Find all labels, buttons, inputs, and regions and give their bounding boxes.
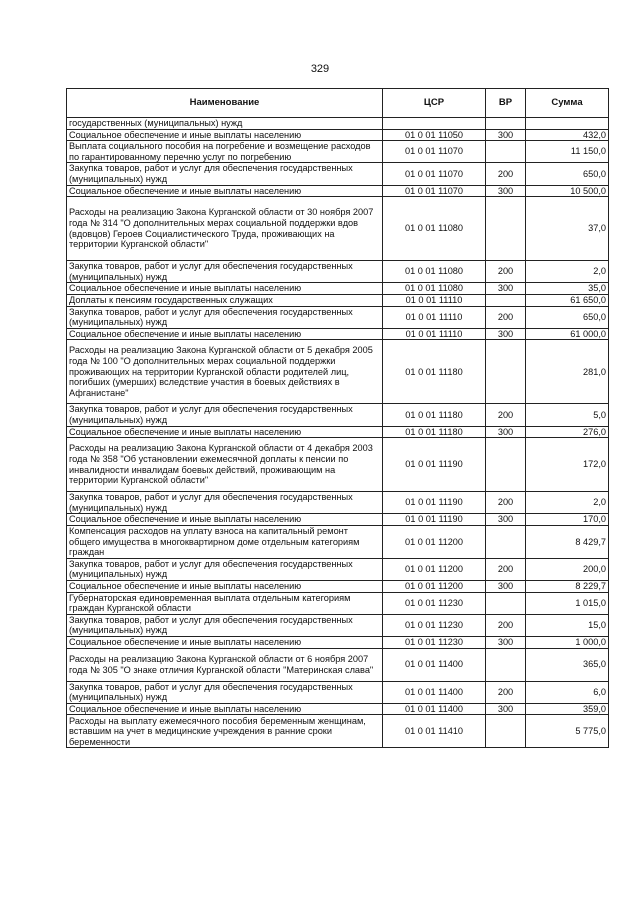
row-vr bbox=[486, 118, 526, 130]
table-row bbox=[67, 283, 609, 295]
row-csr: 01 0 01 11180 bbox=[383, 426, 486, 438]
row-vr: 300 bbox=[486, 703, 526, 715]
row-name: Расходы на выплату ежемесячного пособия беременным женщинам, вставшим на учет в медицинские учреждения в ранние сроки беременности bbox=[67, 715, 383, 748]
row-csr: 01 0 01 11070 bbox=[383, 185, 486, 197]
table-row bbox=[67, 185, 609, 197]
row-vr: 200 bbox=[486, 163, 526, 185]
row-sum: 11 150,0 bbox=[526, 141, 609, 163]
row-sum: 1 000,0 bbox=[526, 637, 609, 649]
row-csr: 01 0 01 11110 bbox=[383, 328, 486, 340]
row-sum: 10 500,0 bbox=[526, 185, 609, 197]
row-name: Социальное обеспечение и иные выплаты населению bbox=[67, 185, 383, 197]
table-row bbox=[67, 328, 609, 340]
row-sum: 15,0 bbox=[526, 614, 609, 636]
row-vr: 200 bbox=[486, 261, 526, 283]
table-row bbox=[67, 637, 609, 649]
row-vr: 300 bbox=[486, 129, 526, 141]
header-csr: ЦСР bbox=[383, 89, 486, 118]
row-vr bbox=[486, 648, 526, 681]
header-vr: ВР bbox=[486, 89, 526, 118]
page-number: 329 bbox=[310, 63, 330, 75]
table-row bbox=[67, 340, 609, 404]
row-sum: 1 015,0 bbox=[526, 592, 609, 614]
row-vr: 300 bbox=[486, 283, 526, 295]
row-vr: 200 bbox=[486, 614, 526, 636]
row-vr bbox=[486, 340, 526, 404]
row-name: Расходы на реализацию Закона Курганской области от 5 декабря 2005 года № 100 "О дополнительных мерах социальной поддержки проживающих на территории Курганской области родителей лиц, погибших (умерших) вследствие участия в боевых действиях в Афганистане" bbox=[67, 340, 383, 404]
row-name: Социальное обеспечение и иные выплаты населению bbox=[67, 581, 383, 593]
row-vr bbox=[486, 592, 526, 614]
row-csr: 01 0 01 11230 bbox=[383, 592, 486, 614]
row-csr bbox=[383, 118, 486, 130]
table-row bbox=[67, 525, 609, 558]
row-vr bbox=[486, 438, 526, 492]
table-row bbox=[67, 514, 609, 526]
row-sum: 8 429,7 bbox=[526, 525, 609, 558]
row-vr: 300 bbox=[486, 426, 526, 438]
row-name: Расходы на реализацию Закона Курганской области от 4 декабря 2003 года № 358 "Об установлении ежемесячной доплаты к пенсии по инвалидности инвалидам боевых действий, проживающим на территории Курганской области" bbox=[67, 438, 383, 492]
row-name: Социальное обеспечение и иные выплаты населению bbox=[67, 514, 383, 526]
row-csr: 01 0 01 11410 bbox=[383, 715, 486, 748]
row-vr bbox=[486, 197, 526, 261]
row-sum: 61 650,0 bbox=[526, 294, 609, 306]
budget-table bbox=[66, 88, 609, 748]
row-sum: 5,0 bbox=[526, 404, 609, 426]
row-sum: 35,0 bbox=[526, 283, 609, 295]
row-name: Социальное обеспечение и иные выплаты населению bbox=[67, 328, 383, 340]
row-name: Социальное обеспечение и иные выплаты населению bbox=[67, 129, 383, 141]
row-vr: 200 bbox=[486, 306, 526, 328]
row-sum: 2,0 bbox=[526, 492, 609, 514]
row-csr: 01 0 01 11190 bbox=[383, 514, 486, 526]
row-sum: 8 229,7 bbox=[526, 581, 609, 593]
row-vr: 200 bbox=[486, 492, 526, 514]
row-vr: 200 bbox=[486, 404, 526, 426]
row-sum: 37,0 bbox=[526, 197, 609, 261]
table-row bbox=[67, 492, 609, 514]
row-name: Социальное обеспечение и иные выплаты населению bbox=[67, 283, 383, 295]
row-sum: 172,0 bbox=[526, 438, 609, 492]
row-name: Социальное обеспечение и иные выплаты населению bbox=[67, 703, 383, 715]
header-name: Наименование bbox=[67, 89, 383, 118]
row-sum: 170,0 bbox=[526, 514, 609, 526]
table-row bbox=[67, 426, 609, 438]
row-csr: 01 0 01 11070 bbox=[383, 163, 486, 185]
row-sum: 650,0 bbox=[526, 306, 609, 328]
table-row bbox=[67, 163, 609, 185]
row-csr: 01 0 01 11050 bbox=[383, 129, 486, 141]
row-name: государственных (муниципальных) нужд bbox=[67, 118, 383, 130]
row-csr: 01 0 01 11190 bbox=[383, 492, 486, 514]
row-vr bbox=[486, 525, 526, 558]
row-name: Расходы на реализацию Закона Курганской области от 30 ноября 2007 года № 314 "О дополнительных мерах социальной поддержки вдов (вдовцов) Героев Социалистического Труда, проживающих на территории Курганской области" bbox=[67, 197, 383, 261]
row-sum: 432,0 bbox=[526, 129, 609, 141]
row-sum: 281,0 bbox=[526, 340, 609, 404]
table-row bbox=[67, 648, 609, 681]
row-csr: 01 0 01 11200 bbox=[383, 558, 486, 580]
row-name: Закупка товаров, работ и услуг для обеспечения государственных (муниципальных) нужд bbox=[67, 681, 383, 703]
table-row bbox=[67, 558, 609, 580]
row-vr: 200 bbox=[486, 681, 526, 703]
row-csr: 01 0 01 11190 bbox=[383, 438, 486, 492]
row-csr: 01 0 01 11080 bbox=[383, 283, 486, 295]
table-header-row bbox=[67, 89, 609, 118]
row-csr: 01 0 01 11230 bbox=[383, 614, 486, 636]
table-row bbox=[67, 294, 609, 306]
row-name: Закупка товаров, работ и услуг для обеспечения государственных (муниципальных) нужд bbox=[67, 306, 383, 328]
row-csr: 01 0 01 11080 bbox=[383, 197, 486, 261]
row-sum: 650,0 bbox=[526, 163, 609, 185]
row-vr bbox=[486, 294, 526, 306]
table-row bbox=[67, 306, 609, 328]
row-name: Закупка товаров, работ и услуг для обеспечения государственных (муниципальных) нужд bbox=[67, 558, 383, 580]
row-name: Социальное обеспечение и иные выплаты населению bbox=[67, 637, 383, 649]
row-csr: 01 0 01 11400 bbox=[383, 703, 486, 715]
row-sum: 5 775,0 bbox=[526, 715, 609, 748]
row-csr: 01 0 01 11080 bbox=[383, 261, 486, 283]
row-name: Компенсация расходов на уплату взноса на капитальный ремонт общего имущества в многоквартирном доме отдельным категориям граждан bbox=[67, 525, 383, 558]
row-sum: 365,0 bbox=[526, 648, 609, 681]
row-sum: 61 000,0 bbox=[526, 328, 609, 340]
row-csr: 01 0 01 11400 bbox=[383, 648, 486, 681]
table-row bbox=[67, 141, 609, 163]
row-name: Выплата социального пособия на погребение и возмещение расходов по гарантированному перечню услуг по погребению bbox=[67, 141, 383, 163]
row-vr: 300 bbox=[486, 637, 526, 649]
row-sum: 6,0 bbox=[526, 681, 609, 703]
row-csr: 01 0 01 11180 bbox=[383, 340, 486, 404]
row-csr: 01 0 01 11200 bbox=[383, 525, 486, 558]
row-name: Закупка товаров, работ и услуг для обеспечения государственных (муниципальных) нужд bbox=[67, 261, 383, 283]
table-row bbox=[67, 197, 609, 261]
table-row bbox=[67, 681, 609, 703]
row-sum: 200,0 bbox=[526, 558, 609, 580]
row-name: Социальное обеспечение и иные выплаты населению bbox=[67, 426, 383, 438]
row-sum bbox=[526, 118, 609, 130]
row-csr: 01 0 01 11110 bbox=[383, 306, 486, 328]
row-name: Закупка товаров, работ и услуг для обеспечения государственных (муниципальных) нужд bbox=[67, 492, 383, 514]
row-csr: 01 0 01 11110 bbox=[383, 294, 486, 306]
row-vr: 300 bbox=[486, 328, 526, 340]
row-csr: 01 0 01 11230 bbox=[383, 637, 486, 649]
table-row bbox=[67, 592, 609, 614]
table-row bbox=[67, 614, 609, 636]
row-sum: 359,0 bbox=[526, 703, 609, 715]
row-vr: 300 bbox=[486, 581, 526, 593]
row-vr bbox=[486, 141, 526, 163]
row-name: Закупка товаров, работ и услуг для обеспечения государственных (муниципальных) нужд bbox=[67, 614, 383, 636]
row-csr: 01 0 01 11200 bbox=[383, 581, 486, 593]
row-sum: 276,0 bbox=[526, 426, 609, 438]
table-row bbox=[67, 703, 609, 715]
row-name: Расходы на реализацию Закона Курганской области от 6 ноября 2007 года № 305 "О знаке отличия Курганской области "Материнская слава" bbox=[67, 648, 383, 681]
row-csr: 01 0 01 11180 bbox=[383, 404, 486, 426]
row-vr: 300 bbox=[486, 514, 526, 526]
row-vr: 300 bbox=[486, 185, 526, 197]
row-csr: 01 0 01 11070 bbox=[383, 141, 486, 163]
table-row bbox=[67, 581, 609, 593]
table-row bbox=[67, 404, 609, 426]
row-csr: 01 0 01 11400 bbox=[383, 681, 486, 703]
table-row bbox=[67, 261, 609, 283]
table-row bbox=[67, 715, 609, 748]
row-vr bbox=[486, 715, 526, 748]
row-name: Доплаты к пенсиям государственных служащих bbox=[67, 294, 383, 306]
row-name: Губернаторская единовременная выплата отдельным категориям граждан Курганской области bbox=[67, 592, 383, 614]
table-row bbox=[67, 118, 609, 130]
row-name: Закупка товаров, работ и услуг для обеспечения государственных (муниципальных) нужд bbox=[67, 163, 383, 185]
row-name: Закупка товаров, работ и услуг для обеспечения государственных (муниципальных) нужд bbox=[67, 404, 383, 426]
row-sum: 2,0 bbox=[526, 261, 609, 283]
table-row bbox=[67, 438, 609, 492]
table-row bbox=[67, 129, 609, 141]
header-sum: Сумма bbox=[526, 89, 609, 118]
row-vr: 200 bbox=[486, 558, 526, 580]
